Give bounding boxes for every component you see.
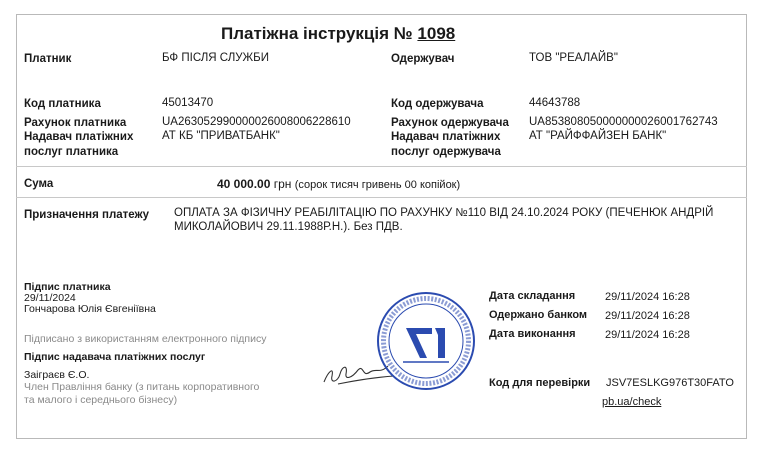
provider-role-line-2: та малого і середнього бізнесу) [24,394,178,406]
payer-signature-label: Підпис платника [24,281,111,293]
purpose-line-1: ОПЛАТА ЗА ФІЗИЧНУ РЕАБІЛІТАЦІЮ ПО РАХУНКУ №110 ВІД 24.10.2024 РОКУ (ПЕЧЕНЮК АНДРІЙ [174,207,714,219]
payer-label: Платник [24,53,72,65]
payer-code-label: Код платника [24,98,101,110]
payee-provider-label-2: послуг одержувача [391,146,501,158]
payer-code-value: 45013470 [162,97,214,109]
payer-signature-date: 29/11/2024 [24,292,76,304]
divider [16,166,747,167]
amount-currency: грн [273,177,292,191]
payer-signature-name: Гончарова Юлія Євгеніївна [24,303,156,315]
payer-provider-value: АТ КБ "ПРИВАТБАНК" [162,130,280,142]
payee-account-label: Рахунок одержувача [391,117,509,129]
bank-seal-icon [375,290,477,392]
payer-value: БФ ПІСЛЯ СЛУЖБИ [162,52,269,64]
page-title [221,24,455,44]
payer-provider-label-1: Надавач платіжних [24,131,134,143]
amount-label: Сума [24,178,54,190]
verify-code-label: Код для перевірки [489,377,591,389]
provider-role-line-1: Член Правління банку (з питань корпоративного [24,381,260,393]
payee-code-label: Код одержувача [391,98,484,110]
provider-signature-label: Підпис надавача платіжних послуг [24,351,206,363]
date-executed-label: Дата виконання [489,328,576,340]
amount-row [217,177,460,191]
amount-value: 40 000.00 [217,177,271,191]
date-received-value: 29/11/2024 16:28 [605,310,690,322]
amount-words: (сорок тисяч гривень 00 копійок) [294,179,461,191]
payee-provider-value: АТ "РАЙФФАЙЗЕН БАНК" [529,130,667,142]
payee-account-value: UA853808050000000026001762743 [529,116,718,128]
payee-provider-label-1: Надавач платіжних [391,131,501,143]
date-created-value: 29/11/2024 16:28 [605,291,690,303]
payee-code-value: 44643788 [529,97,581,109]
payee-value: ТОВ "РЕАЛАЙВ" [529,52,618,64]
payer-account-label: Рахунок платника [24,117,127,129]
purpose-label: Призначення платежу [24,209,150,221]
verify-link[interactable]: pb.ua/check [602,396,662,408]
divider [16,197,747,198]
payer-account-value: UA263052990000026008006228610 [162,116,351,128]
title-prefix: Платіжна інструкція № [221,24,413,43]
provider-signature-name: Заіграєв Є.О. [24,369,90,381]
purpose-line-2: МИКОЛАЙОВИЧ 29.11.1988Р.Н.). Без ПДВ. [174,221,403,233]
instruction-number: 1098 [417,24,456,43]
date-created-label: Дата складання [489,290,576,302]
payee-label: Одержувач [391,53,455,65]
payer-provider-label-2: послуг платника [24,146,119,158]
date-executed-value: 29/11/2024 16:28 [605,329,690,341]
electronic-signature-note: Підписано з використанням електронного підпису [24,333,267,345]
verify-code-value: JSV7ESLKG976T30FATO [606,377,734,389]
date-received-label: Одержано банком [489,309,588,321]
